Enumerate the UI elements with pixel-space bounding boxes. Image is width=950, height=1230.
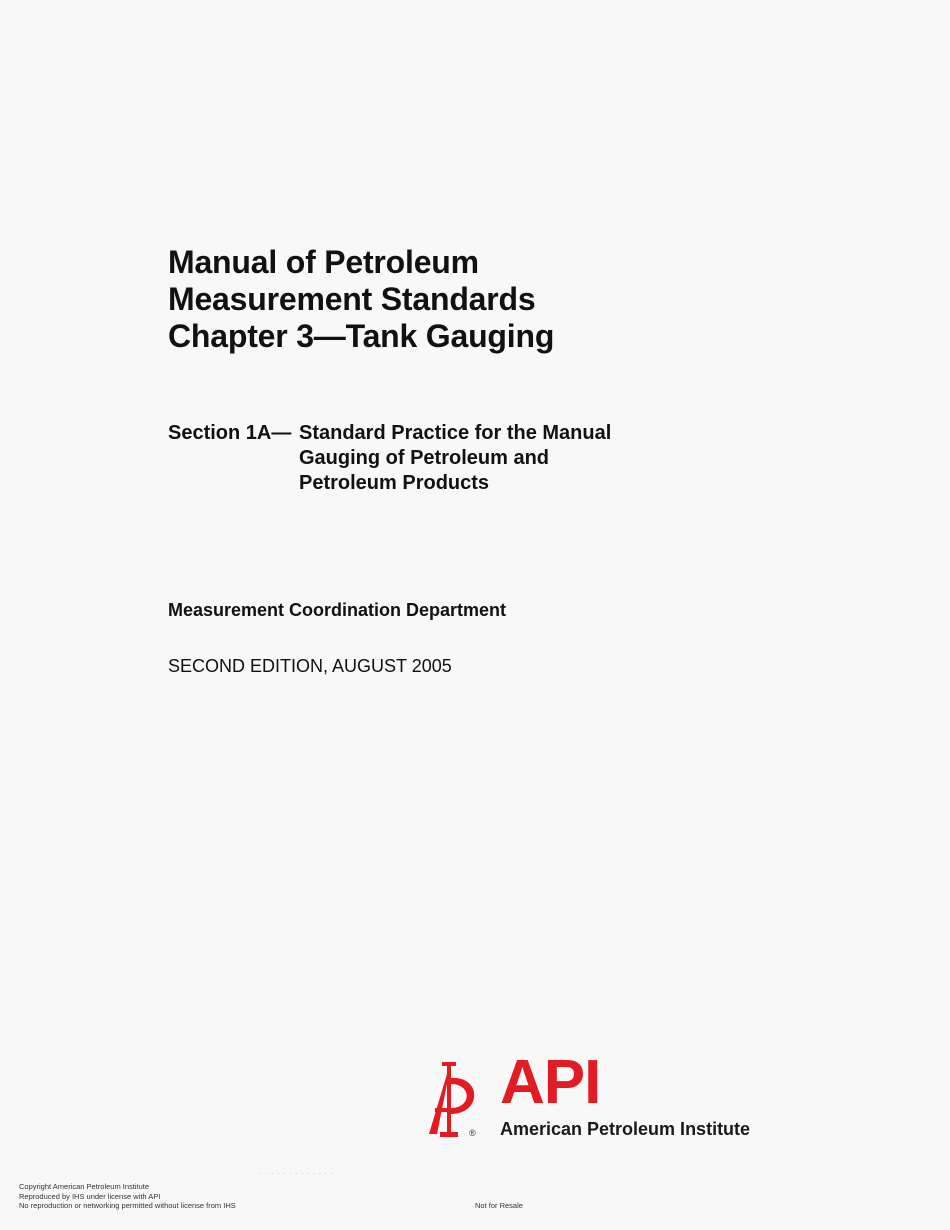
api-acronym: API [500, 1048, 601, 1117]
title-line-1: Manual of Petroleum [168, 244, 479, 280]
copyright-notice [19, 1182, 236, 1211]
title-line-3: Chapter 3—Tank Gauging [168, 318, 555, 354]
section-line-2: Gauging of Petroleum and [299, 447, 550, 469]
copyright-line: Reproduced by IHS under license with API [19, 1191, 161, 1201]
document-title [168, 244, 554, 355]
copyright-line: Copyright American Petroleum Institute [19, 1182, 150, 1191]
section-line-3: Petroleum Products [299, 472, 490, 494]
section-heading [168, 421, 611, 496]
edition: SECOND EDITION, AUGUST 2005 [168, 656, 452, 676]
api-full-name: American Petroleum Institute [500, 1119, 751, 1139]
title-line-2: Measurement Standards [168, 281, 536, 317]
copyright-line: No reproduction or networking permitted without license from IHS [19, 1201, 236, 1210]
section-lead: Section 1A— [168, 422, 292, 444]
not-for-resale: Not for Resale [475, 1201, 523, 1210]
registered-mark: ® [469, 1128, 476, 1138]
section-line-1: Standard Practice for the Manual [299, 422, 612, 444]
footer-dots: . . . . . . . . . . . . . [260, 1169, 334, 1176]
api-logo [426, 1048, 766, 1142]
department: Measurement Coordination Department [168, 600, 507, 620]
